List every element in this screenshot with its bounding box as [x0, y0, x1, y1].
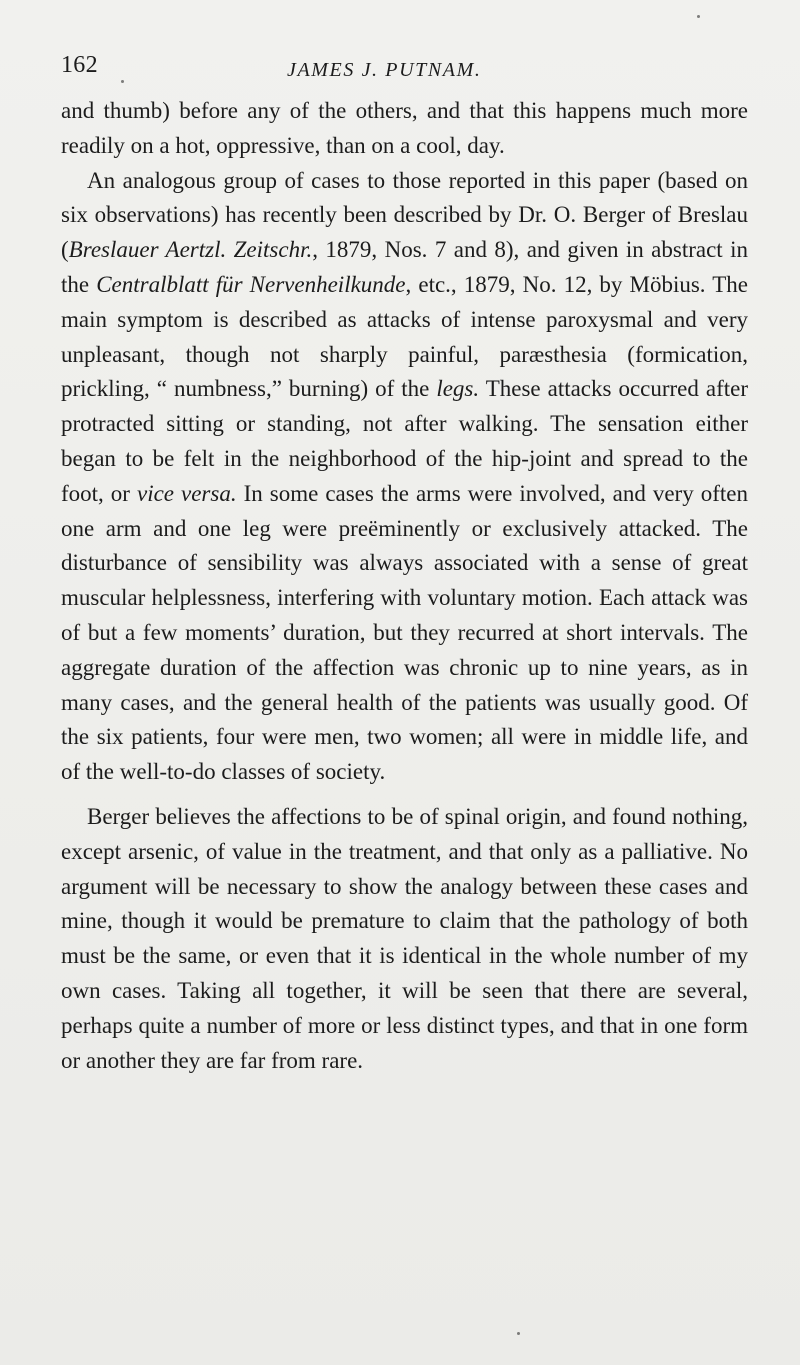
paragraph-2-text-3: , etc., 1879, No. 12, by Möbius. The main symptom is described as attacks of intense paroxysmal and very unpleasant, though not sharply painful, paræsthesia (formication, prickling, “ numbness,” burning) of the [61, 271, 748, 402]
ink-speck [697, 15, 700, 18]
page-header [61, 44, 748, 94]
paragraph-3: Berger believes the affections to be of spinal origin, and found nothing, except arsenic, of value in the treatment, and that only as a palliative. No argument will be necessary to show the analogy between these cases and mine, though it would be premature to claim that the pathology of both must be the same, or even that it is identical in the whole number of my own cases. Taking all together, it will be seen that there are several, perhaps quite a number of more or less distinct types, and that in one form or another they are far from rare. [61, 803, 748, 1073]
emphasized-legs: legs. [436, 376, 480, 402]
paragraph-2-text-5: In some cases the arms were involved, and very often one arm and one leg were preëminently or exclusively attacked. The disturbance of sensibility was always associated with a sense of great muscular helplessness, interfering with voluntary motion. Each attack was of but a few moments’ duration, but they recurred at short intervals. The aggregate duration of the affection was chronic up to nine years, as in many cases, and the general health of the patients was usually good. Of the six patients, four were men, two women; all were in middle life, and of the well-to-do classes of society. [61, 480, 748, 785]
paragraph-1: and thumb) before any of the others, and that this happens much more readily on a hot, oppressive, than on a cool, day. [61, 98, 748, 158]
paragraph-2-text-1: An analogous group of cases to those reported in this paper (based on six observations) has recently been described by Dr. O. Berger of Breslau ( [61, 167, 748, 263]
ink-speck [517, 1332, 520, 1335]
paragraph-2-text-2: , 1879, Nos. 7 and 8), and given in abstract in the [61, 237, 748, 297]
body-text [61, 94, 748, 1078]
journal-citation: Breslauer Aertzl. Zeitschr. [68, 237, 313, 263]
running-head: JAMES J. PUTNAM. [287, 59, 482, 81]
emphasized-vice-versa: vice versa. [136, 480, 237, 506]
paragraph-2 [61, 164, 748, 790]
paragraph-2-text-4: These attacks occurred after protracted sitting or standing, not after walking. The sensation either began to be felt in the neighborhood of the hip-joint and spread to the foot, or [61, 376, 748, 506]
journal-title: Centralblatt für Nervenheilkunde [96, 271, 406, 297]
page-number: 162 [61, 52, 98, 78]
